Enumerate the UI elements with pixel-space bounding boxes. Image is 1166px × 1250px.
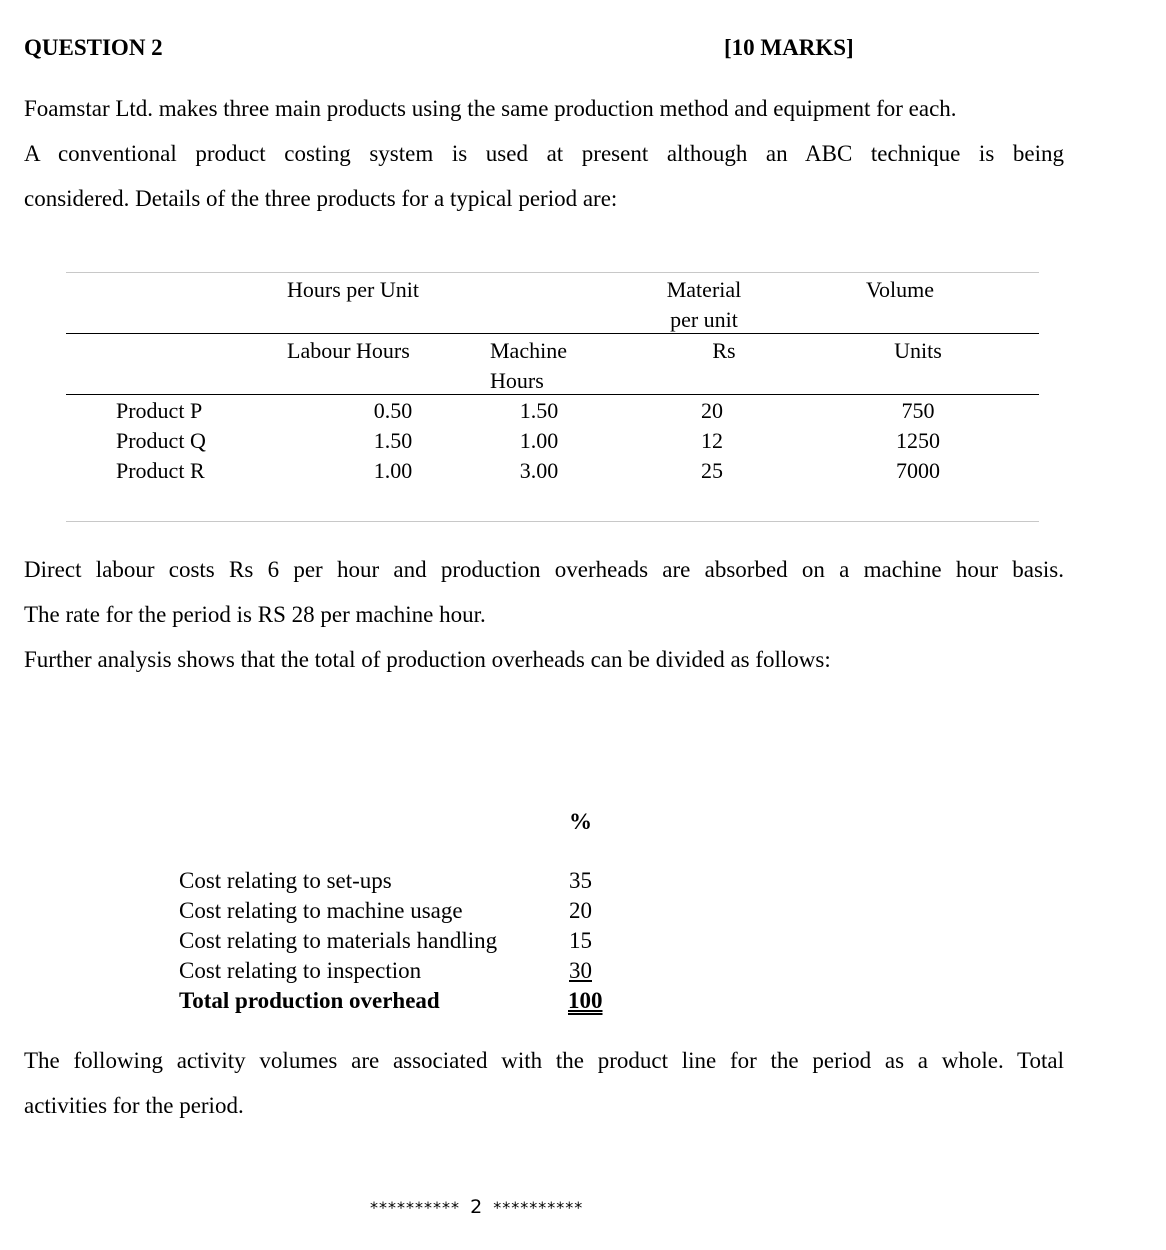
activity-line-2: activities for the period. — [24, 1093, 244, 1118]
row-volume-value: 1250 — [896, 428, 940, 453]
overhead-total-value: 100 — [568, 988, 603, 1013]
overhead-item-label: Cost relating to set-ups — [179, 868, 392, 893]
header-divider — [66, 333, 1039, 334]
labour-line-1: Direct labour costs Rs 6 per hour and production overheads are absorbed on a machine hour basis. — [24, 557, 1064, 582]
row-product-label: Product P — [116, 398, 203, 423]
activity-line-1: The following activity volumes are associated with the product line for the period as a whole. Total — [24, 1048, 1064, 1073]
header-volume: Volume — [865, 277, 935, 302]
page-footer — [370, 1196, 583, 1218]
header-material-line-1: Material — [666, 277, 742, 302]
row-machine-value: 3.00 — [519, 458, 559, 483]
subheader-labour-hours: Labour Hours — [287, 338, 410, 363]
labour-line-3: Further analysis shows that the total of production overheads can be divided as follows: — [24, 647, 831, 672]
row-product-label: Product R — [116, 458, 205, 483]
overhead-item-value: 35 — [569, 868, 592, 893]
marks-label: [10 MARKS] — [724, 35, 854, 60]
labour-line-2: The rate for the period is RS 28 per machine hour. — [24, 602, 486, 627]
page-number: 2 — [470, 1196, 484, 1218]
overhead-total-label: Total production overhead — [179, 988, 440, 1013]
table-bottom-border — [66, 521, 1039, 522]
overhead-item-value: 20 — [569, 898, 592, 923]
overhead-item-label: Cost relating to inspection — [179, 958, 422, 983]
row-machine-value: 1.00 — [519, 428, 559, 453]
header-hours-per-unit: Hours per Unit — [287, 277, 419, 302]
subheader-volume-units: Units — [894, 338, 942, 363]
footer-stars-right: ********** — [493, 1198, 584, 1217]
overhead-item-label: Cost relating to machine usage — [179, 898, 463, 923]
row-labour-value: 0.50 — [373, 398, 413, 423]
intro-line-1: Foamstar Ltd. makes three main products using the same production method and equipment for each. — [24, 96, 957, 121]
row-machine-value: 1.50 — [519, 398, 559, 423]
subheader-machine-line-2: Hours — [490, 368, 544, 393]
overhead-item-label: Cost relating to materials handling — [179, 928, 498, 953]
table-top-border — [66, 272, 1039, 273]
row-volume-value: 7000 — [896, 458, 940, 483]
subheader-material-rs: Rs — [712, 338, 736, 363]
overhead-item-value: 30 — [569, 958, 592, 983]
subheader-machine-line-1: Machine — [490, 338, 567, 363]
overhead-item-value: 15 — [569, 928, 592, 953]
question-title: QUESTION 2 — [24, 35, 163, 60]
intro-line-2: A conventional product costing system is used at present although an ABC technique is being — [24, 141, 1064, 166]
row-material-value: 25 — [701, 458, 723, 483]
header-material-line-2: per unit — [670, 307, 738, 332]
row-material-value: 12 — [701, 428, 723, 453]
subheader-divider — [66, 394, 1039, 395]
row-material-value: 20 — [701, 398, 723, 423]
intro-line-3: considered. Details of the three products for a typical period are: — [24, 186, 618, 211]
row-labour-value: 1.00 — [373, 458, 413, 483]
row-product-label: Product Q — [116, 428, 206, 453]
row-volume-value: 750 — [901, 398, 935, 423]
footer-stars-left: ********** — [370, 1198, 460, 1217]
percent-header: % — [569, 809, 592, 834]
row-labour-value: 1.50 — [373, 428, 413, 453]
